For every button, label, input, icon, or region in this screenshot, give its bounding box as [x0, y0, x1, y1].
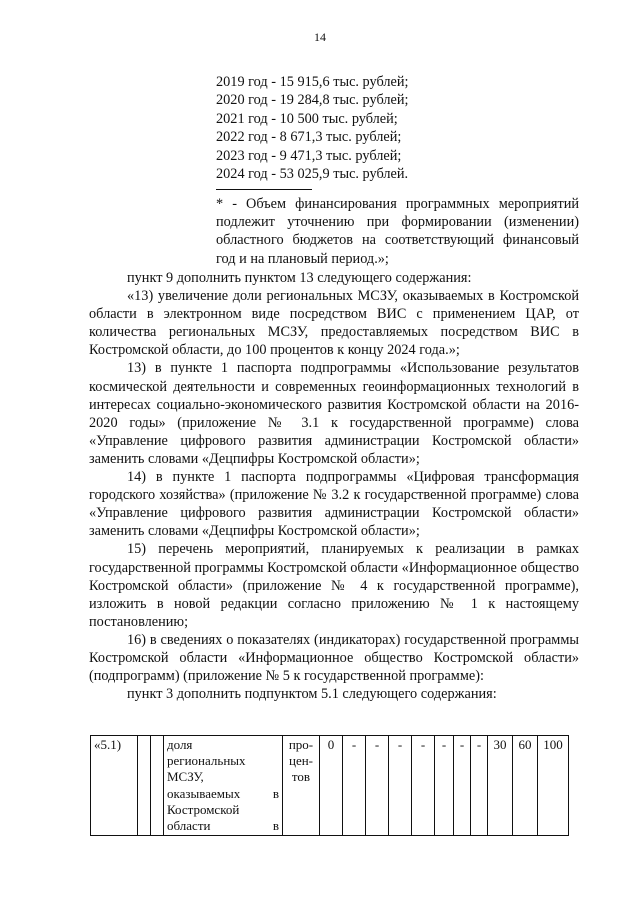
value-cell: -	[389, 736, 412, 836]
paragraph-item-14: 14) в пункте 1 паспорта подпрограммы «Цифровая трансформация городского хозяйства» (приложение № 3.2 к государственной программе) слова «Управление цифрового развития администрации Костромской области» заменить словами «Децпифры Костромской области»;	[89, 469, 579, 540]
name-line: в	[272, 818, 279, 834]
empty-cell	[151, 736, 164, 836]
page-number: 14	[314, 30, 326, 44]
value-cell: 0	[320, 736, 343, 836]
table-row	[91, 736, 569, 836]
unit-line: тов	[291, 769, 311, 785]
indicator-table	[90, 735, 569, 836]
name-line: доля	[167, 737, 193, 752]
funding-line: 2021 год - 10 500 тыс. рублей;	[216, 110, 398, 127]
document-body	[89, 269, 579, 703]
paragraph-item-15: 15) перечень мероприятий, планируемых к реализации в рамках государственной программы Костромской области «Информационное общество Костромской области» (приложение № 4 к государственной программе), изложить в новой редакции согласно приложению № 1 к настоящему постановлению;	[89, 541, 579, 630]
paragraph-item-16: 16) в сведениях о показателях (индикаторах) государственной программы Костромской области «Информационное общество Костромской области» (подпрограмм) (приложение № 5 к государственной программе):	[89, 631, 579, 685]
footnote-divider	[216, 189, 312, 190]
name-line: МСЗУ,	[167, 769, 204, 785]
funding-line: 2024 год - 53 025,9 тыс. рублей.	[216, 166, 409, 183]
paragraph-p3-intro: пункт 3 дополнить подпунктом 5.1 следующего содержания:	[127, 686, 497, 703]
unit-cell	[283, 736, 320, 836]
name-line: в	[272, 785, 279, 801]
row-number-cell: «5.1)	[91, 736, 138, 836]
paragraph-p13-quote: «13) увеличение доли региональных МСЗУ, оказываемых в Костромской области в электронном виде посредством ВИС с применением ЦАР, от количества региональных МСЗУ, предоставляемых посредством ВИС в Костромской области, до 100 процентов к концу 2024 года.»;	[89, 288, 579, 359]
name-line: области	[167, 818, 211, 834]
funding-line: 2020 год - 19 284,8 тыс. рублей;	[216, 92, 409, 109]
value-cell: 30	[488, 736, 513, 836]
name-line: оказываемых	[167, 785, 241, 801]
funding-line: 2019 год - 15 915,6 тыс. рублей;	[216, 74, 409, 90]
value-cell: -	[343, 736, 366, 836]
paragraph-p9-intro: пункт 9 дополнить пунктом 13 следующего содержания:	[127, 270, 472, 286]
value-cell: -	[471, 736, 488, 836]
unit-line: цен-	[288, 753, 313, 769]
footnote: * - Объем финансирования программных мероприятий подлежит уточнению при формировании (изменении) областного бюджетов на соответствующий финансовый год и на плановый период.»;	[216, 196, 579, 267]
value-cell: -	[435, 736, 454, 836]
funding-line: 2022 год - 8 671,3 тыс. рублей;	[216, 129, 402, 146]
name-line: региональных	[167, 753, 246, 769]
value-cell: -	[366, 736, 389, 836]
value-cell: 100	[538, 736, 569, 836]
value-cell: -	[412, 736, 435, 836]
name-line: Костромской	[167, 801, 240, 817]
unit-line: про-	[288, 737, 314, 752]
funding-list	[216, 73, 409, 183]
value-cell: -	[454, 736, 471, 836]
empty-cell	[138, 736, 151, 836]
funding-line: 2023 год - 9 471,3 тыс. рублей;	[216, 147, 402, 164]
value-cell: 60	[513, 736, 538, 836]
paragraph-item-13: 13) в пункте 1 паспорта подпрограммы «Использование результатов космической деятельности и современных геоинформационных технологий в интересах социально-экономического развития Костромской области на 2016-2020 годы» (приложение № 3.1 к государственной программе) слова «Управление цифрового развития администрации Костромской области» заменить словами «Децпифры Костромской области»;	[89, 360, 579, 467]
indicator-name-cell	[164, 736, 283, 836]
